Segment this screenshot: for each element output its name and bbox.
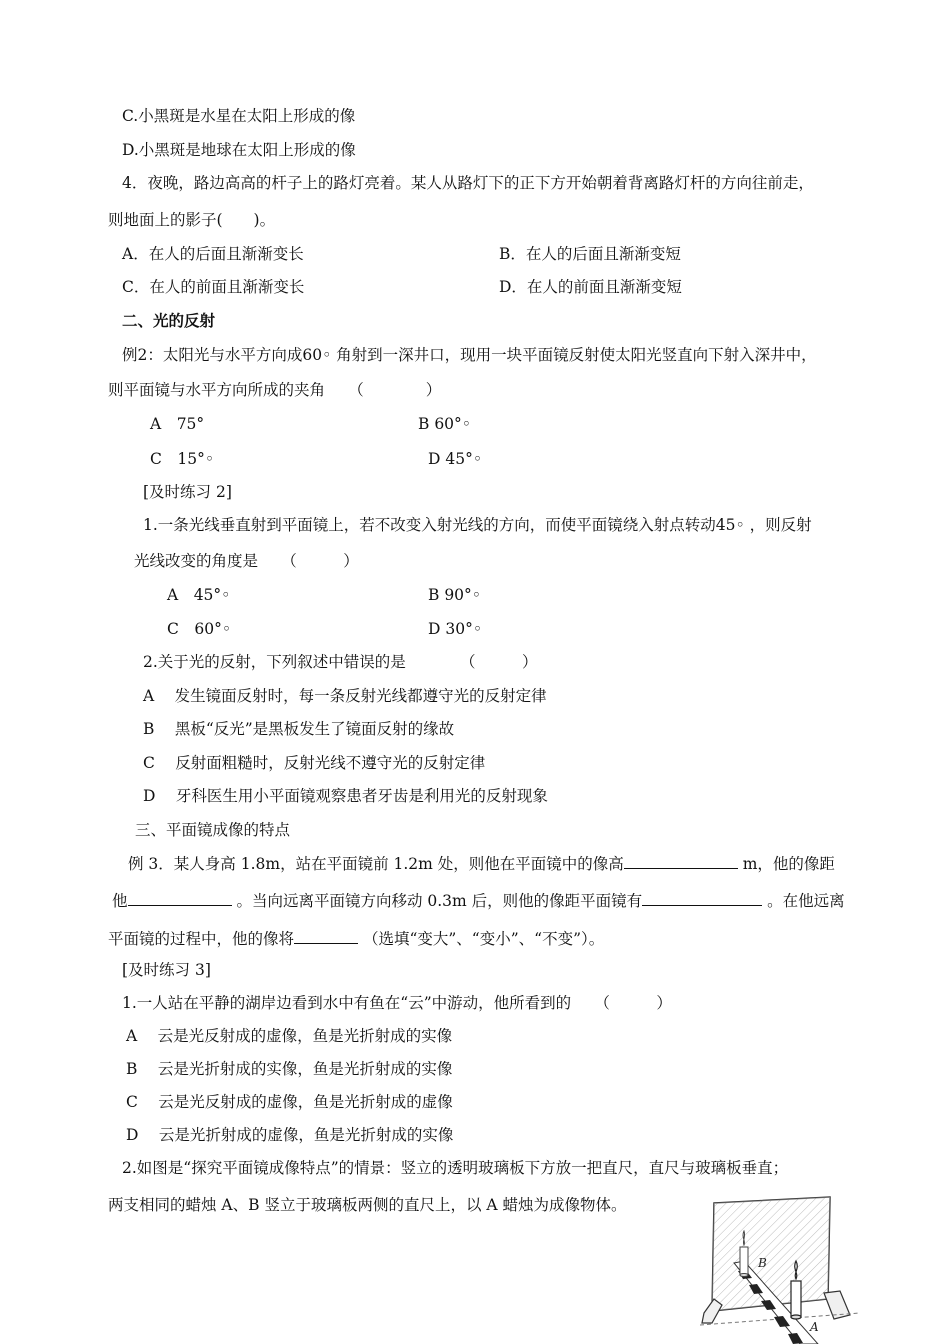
example2-line1: 例2：太阳光与水平方向成60◦ 角射到一深井口，现用一块平面镜反射使太阳光竖直向下射入深井中， [122, 346, 817, 364]
practice2-q1-option-c: C 60°◦ [167, 620, 231, 638]
q4-option-d: D．在人的前面且渐渐变短 [499, 278, 682, 296]
q4-option-b: B．在人的后面且渐渐变短 [499, 245, 681, 263]
q4-stem-line1: 4．夜晚，路边高高的杆子上的路灯亮着。某人从路灯下的正下方开始朝着背离路灯杆的方向往前走， [122, 174, 814, 192]
practice3-title: [及时练习 3] [122, 961, 211, 979]
practice2-title: [及时练习 2] [143, 483, 232, 501]
example3-line1-text-a: 例 3．某人身高 1.8m，站在平面镜前 1.2m 处，则他在平面镜中的像高 [128, 855, 624, 873]
practice2-q1-option-d: D 30°◦ [428, 620, 482, 638]
example2-option-a: A 75° [150, 415, 205, 433]
q4-option-c: C．在人的前面且渐渐变长 [122, 278, 305, 296]
practice3-q1-option-c: C 云是光反射成的虚像，鱼是光折射成的虚像 [126, 1093, 453, 1111]
answer-blank-image-distance[interactable] [128, 890, 232, 906]
example3-line3-text-b: （选填“变大”、“变小”、“不变”）。 [358, 930, 605, 948]
section2-title: 二、光的反射 [122, 312, 216, 330]
practice2-q2-stem: 2.关于光的反射，下列叙述中错误的是 （ ） [143, 653, 538, 671]
q3-option-c: C.小黑斑是水星在太阳上形成的像 [122, 107, 356, 125]
example3-line2-text-c: 。在他远离 [762, 892, 845, 910]
practice2-q2-option-c: C 反射面粗糙时，反射光线不遵守光的反射定律 [143, 754, 486, 772]
label-b: B [758, 1256, 767, 1270]
practice2-q1-line1: 1.一条光线垂直射到平面镜上，若不改变入射光线的方向，而使平面镜绕入射点转动45◦ ，则反射 [143, 516, 812, 534]
label-a: A [810, 1320, 819, 1334]
practice2-q2-option-b: B 黑板“反光”是黑板发生了镜面反射的缘故 [143, 720, 455, 738]
practice2-q2-option-d: D 牙科医生用小平面镜观察患者牙齿是利用光的反射现象 [143, 787, 548, 805]
example2-option-c: C 15°◦ [150, 450, 214, 468]
practice3-q1-stem: 1.一人站在平静的湖岸边看到水中有鱼在“云”中游动，他所看到的 （ ） [122, 994, 672, 1012]
practice2-q1-option-a: A 45°◦ [167, 586, 231, 604]
mirror-experiment-figure [700, 1195, 860, 1344]
practice3-q1-option-d: D 云是光折射成的虚像，鱼是光折射成的实像 [126, 1126, 454, 1144]
practice3-q1-option-a: A 云是光反射成的虚像，鱼是光折射成的实像 [126, 1027, 453, 1045]
practice3-q2-line1: 2.如图是“探究平面镜成像特点”的情景：竖立的透明玻璃板下方放一把直尺，直尺与玻璃板垂直； [122, 1159, 789, 1177]
q3-option-d: D.小黑斑是地球在太阳上形成的像 [122, 141, 356, 159]
practice3-q2-line2: 两支相同的蜡烛 A、B 竖立于玻璃板两侧的直尺上，以 A 蜡烛为成像物体。 [108, 1196, 627, 1214]
example2-option-d: D 45°◦ [428, 450, 482, 468]
example3-line2 [112, 890, 845, 911]
example3-line2-text-b: 。当向远离平面镜方向移动 0.3m 后，则他的像距平面镜有 [231, 892, 643, 910]
practice2-q2-option-a: A 发生镜面反射时，每一条反射光线都遵守光的反射定律 [143, 687, 547, 705]
example3-line3-text-a: 平面镜的过程中，他的像将 [108, 930, 295, 948]
answer-blank-image-size[interactable] [294, 928, 358, 944]
right-stand [824, 1291, 850, 1319]
example2-option-b: B 60°◦ [418, 415, 471, 433]
left-stand [702, 1299, 722, 1323]
section3-title: 三、平面镜成像的特点 [135, 821, 291, 839]
q4-stem-line2: 则地面上的影子( )。 [108, 211, 276, 229]
example3-line1 [128, 853, 835, 874]
example3-line2-text-a: 他 [112, 892, 128, 910]
answer-blank-image-height[interactable] [624, 853, 738, 869]
practice3-q1-option-b: B 云是光折射成的实像，鱼是光折射成的实像 [126, 1060, 453, 1078]
example3-line1-text-b: m，他的像距 [737, 855, 835, 873]
practice2-q1-line2: 光线改变的角度是 （ ） [134, 552, 359, 570]
example3-line3 [108, 928, 604, 949]
example2-line2: 则平面镜与水平方向所成的夹角 （ ） [108, 381, 442, 399]
practice2-q1-option-b: B 90°◦ [428, 586, 481, 604]
answer-blank-new-distance[interactable] [642, 890, 762, 906]
q4-option-a: A．在人的后面且渐渐变长 [122, 245, 304, 263]
